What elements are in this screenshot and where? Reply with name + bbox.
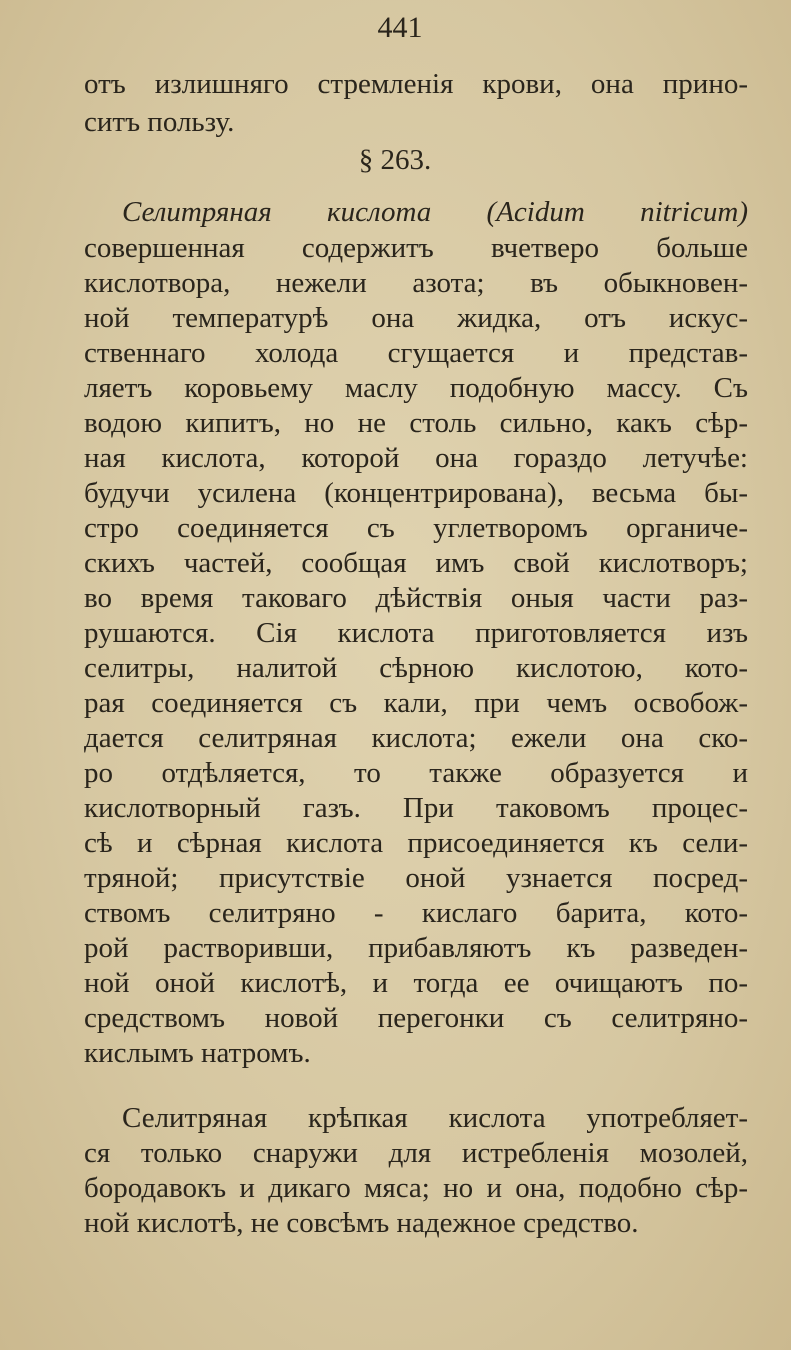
text-line: ственнаго холода сгущается и представ- [84,337,748,369]
text-line: отъ излишняго стремленія крови, она прино- [84,68,748,100]
text-line: стро соединяется съ углетворомъ органиче- [84,512,748,544]
text-line: тряной; присутствіе оной узнается посред- [84,862,748,894]
text-line: бородавокъ и дикаго мяса; но и она, подобно сѣр- [84,1172,748,1204]
text-line: ро отдѣляется, то также образуется и [84,757,748,789]
text-line: будучи усилена (концентрирована), весьма бы- [84,477,748,509]
text-line: ной температурѣ она жидка, отъ искус- [84,302,748,334]
text-line: ной кислотѣ, не совсѣмъ надежное средство. [84,1207,639,1239]
text-line: кислымъ натромъ. [84,1037,311,1069]
text-line: Селитряная крѣпкая кислота употребляет- [122,1102,748,1134]
text-line: кислотвора, нежели азота; въ обыкновен- [84,267,748,299]
text-line: водою кипитъ, но не столь сильно, какъ сѣр- [84,407,748,439]
text-line: совершенная содержитъ вчетверо больше [84,232,748,264]
text-line: рая соединяется съ кали, при чемъ освобож- [84,687,748,719]
text-line: ной оной кислотѣ, и тогда ее очищаютъ по- [84,967,748,999]
text-line: ся только снаружи для истребленія мозолей, [84,1137,748,1169]
text-line: кислотворный газъ. При таковомъ процес- [84,792,748,824]
latin-term: (Acidum nitricum) [486,196,748,228]
section-heading: § 263. [358,144,432,176]
text-line: средствомъ новой перегонки съ селитряно- [84,1002,748,1034]
text-line: ная кислота, которой она гораздо летучѣе: [84,442,748,474]
text-line: ситъ пользу. [84,106,235,138]
text-line: дается селитряная кислота; ежели она ско- [84,722,748,754]
page-number: 441 [377,11,423,44]
text-line: сѣ и сѣрная кислота присоединяется къ сели- [84,827,748,859]
text-line: селитры, налитой сѣрною кислотою, кото- [84,652,748,684]
text-line: ствомъ селитряно - кислаго барита, кото- [84,897,748,929]
text-line: рой растворивши, прибавляютъ къ разведен- [84,932,748,964]
text-line: ляетъ коровьему маслу подобную массу. Съ [84,372,748,404]
text-line: во время таковаго дѣйствія оныя части раз- [84,582,748,614]
paragraph-first-line [122,194,748,230]
term-italic: Селитряная кислота [122,196,432,228]
text-line: рушаются. Сія кислота приготовляется изъ [84,617,748,649]
text-line: скихъ частей, сообщая имъ свой кислотворъ; [84,547,748,579]
